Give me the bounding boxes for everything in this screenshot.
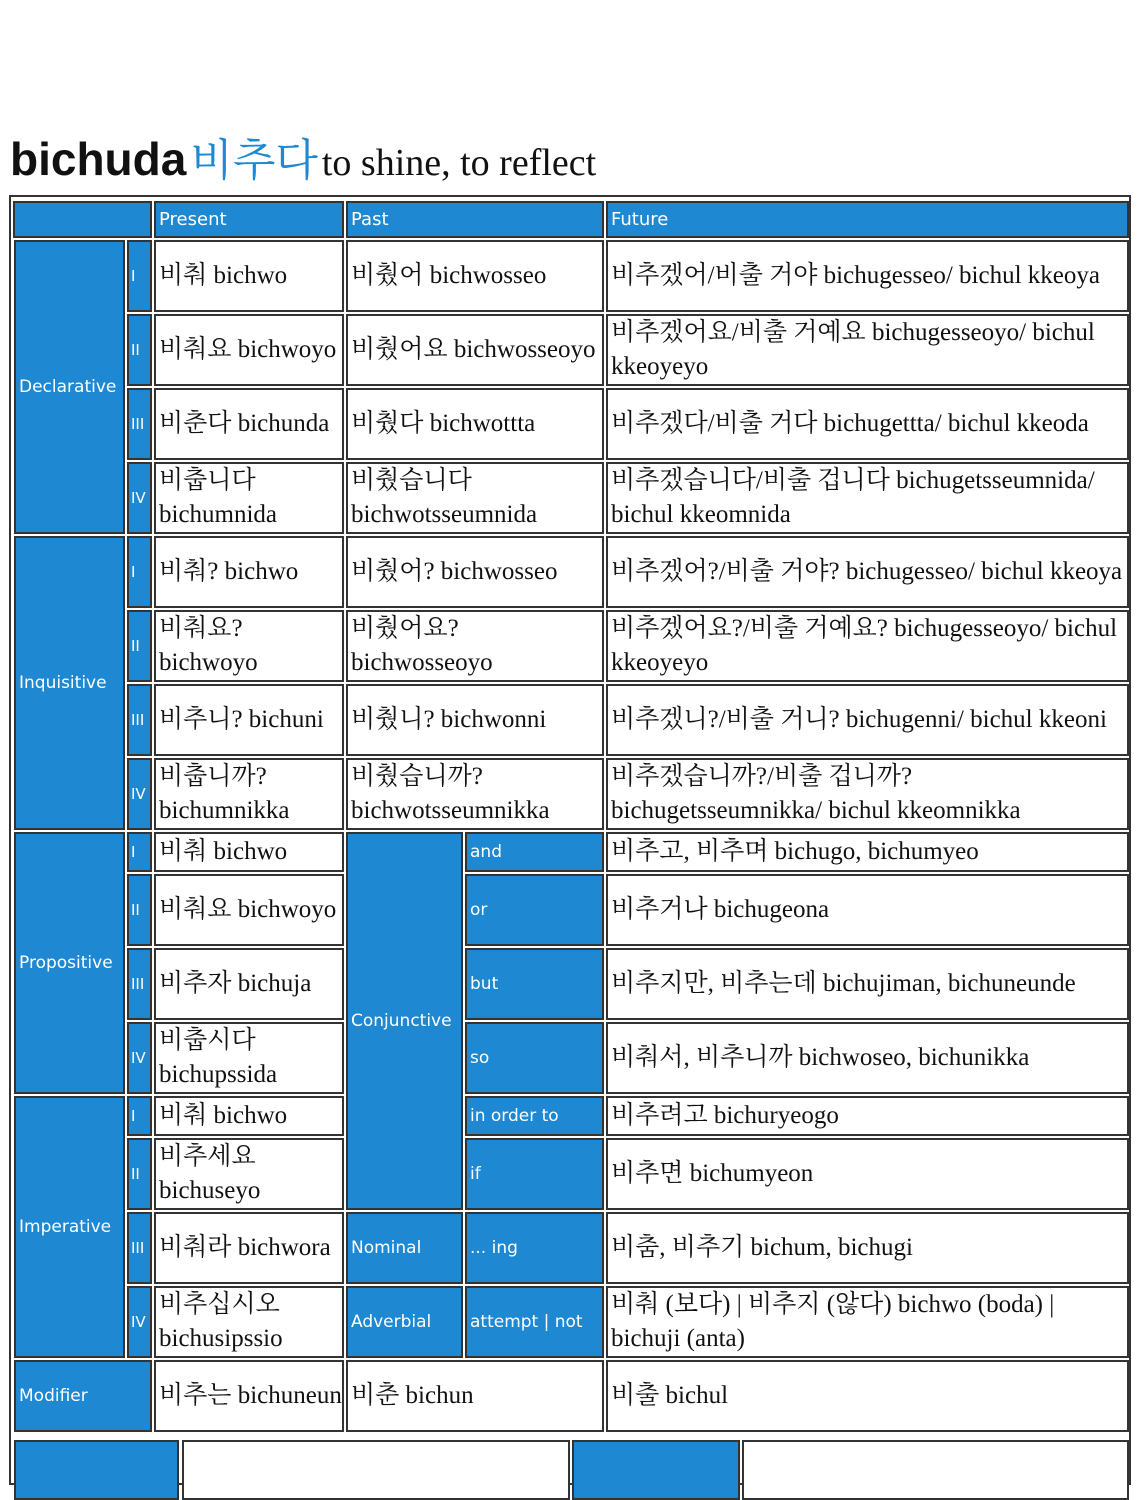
title-romanization: bichuda <box>10 133 187 185</box>
header-present: Present <box>154 201 344 238</box>
table-cell: 비추자 bichuja <box>154 948 344 1020</box>
level-label: II <box>127 610 152 682</box>
table-cell: 비춥니다 bichumnida <box>154 462 344 534</box>
level-label: IV <box>127 1286 152 1358</box>
level-label: IV <box>127 462 152 534</box>
table-cell: 비춤, 비추기 bichum, bichugi <box>606 1212 1129 1284</box>
level-label: IV <box>127 758 152 830</box>
header-corner <box>13 201 152 238</box>
level-label: II <box>127 1138 152 1210</box>
table-cell: 비춰요 bichwoyo <box>154 874 344 946</box>
partial-cell <box>182 1440 570 1500</box>
conjugation-table <box>9 195 1131 1485</box>
table-cell: 비추세요 bichuseyo <box>154 1138 344 1210</box>
table-cell: 비춰라 bichwora <box>154 1212 344 1284</box>
conjunctive-label: Conjunctive <box>346 832 463 1210</box>
nominal-sub-label: ... ing <box>465 1212 604 1284</box>
table-cell: 비춰 (보다) | 비추지 (않다) bichwo (boda) | bichuji (anta) <box>606 1286 1129 1358</box>
table-cell: 비춰 bichwo <box>154 240 344 312</box>
conjunctive-sub-label: if <box>465 1138 604 1210</box>
table-cell: 비춘 bichun <box>346 1360 604 1432</box>
table-cell: 비추겠습니다/비출 겁니다 bichugetsseumnida/ bichul kkeomnida <box>606 462 1129 534</box>
partial-header-cell <box>572 1440 740 1500</box>
table-cell: 비춰 bichwo <box>154 832 344 872</box>
table-cell: 비추겠니?/비출 거니? bichugenni/ bichul kkeoni <box>606 684 1129 756</box>
partial-cell <box>742 1440 1129 1500</box>
page-title <box>10 133 597 186</box>
level-label: I <box>127 832 152 872</box>
conjunctive-sub-label: or <box>465 874 604 946</box>
table-cell: 비추겠습니까?/비출 겁니까? bichugetsseumnikka/ bichul kkeomnikka <box>606 758 1129 830</box>
conjunctive-sub-label: and <box>465 832 604 872</box>
mood-modifier: Modifier <box>14 1360 152 1432</box>
table-cell: 비춰 bichwo <box>154 1096 344 1136</box>
table-cell: 비추면 bichumyeon <box>606 1138 1129 1210</box>
header-past: Past <box>346 201 604 238</box>
level-label: II <box>127 314 152 386</box>
table-cell: 비추십시오 bichusipssio <box>154 1286 344 1358</box>
table-cell: 비췄어 bichwosseo <box>346 240 604 312</box>
table-cell: 비추지만, 비추는데 bichujiman, bichuneunde <box>606 948 1129 1020</box>
adverbial-label: Adverbial <box>346 1286 463 1358</box>
table-cell: 비추겠어?/비출 거야? bichugesseo/ bichul kkeoya <box>606 536 1129 608</box>
table-cell: 비췄어요? bichwosseoyo <box>346 610 604 682</box>
table-cell: 비추거나 bichugeona <box>606 874 1129 946</box>
table-cell: 비춰요 bichwoyo <box>154 314 344 386</box>
table-cell: 비췄어? bichwosseo <box>346 536 604 608</box>
table-cell: 비추겠어요/비출 거예요 bichugesseoyo/ bichul kkeoyeyo <box>606 314 1129 386</box>
level-label: I <box>127 536 152 608</box>
level-label: III <box>127 948 152 1020</box>
table-cell: 비춥시다 bichupssida <box>154 1022 344 1094</box>
table-cell: 비춘다 bichunda <box>154 388 344 460</box>
table-cell: 비췄다 bichwottta <box>346 388 604 460</box>
level-label: I <box>127 240 152 312</box>
level-label: III <box>127 1212 152 1284</box>
table-cell: 비출 bichul <box>606 1360 1129 1432</box>
table-cell: 비춰서, 비추니까 bichwoseo, bichunikka <box>606 1022 1129 1094</box>
table-cell: 비춰요? bichwoyo <box>154 610 344 682</box>
adverbial-sub-label: attempt | not <box>465 1286 604 1358</box>
conjunctive-sub-label: so <box>465 1022 604 1094</box>
table-cell: 비춥니까? bichumnikka <box>154 758 344 830</box>
table-cell: 비추고, 비추며 bichugo, bichumyeo <box>606 832 1129 872</box>
table-cell: 비추겠다/비출 거다 bichugettta/ bichul kkeoda <box>606 388 1129 460</box>
conjunctive-sub-label: in order to <box>465 1096 604 1136</box>
title-meaning: to shine, to reflect <box>321 142 597 184</box>
level-label: III <box>127 684 152 756</box>
table-cell: 비추는 bichuneun <box>154 1360 344 1432</box>
level-label: I <box>127 1096 152 1136</box>
level-label: III <box>127 388 152 460</box>
mood-propositive: Propositive <box>14 832 125 1094</box>
nominal-label: Nominal <box>346 1212 463 1284</box>
table-cell: 비췄니? bichwonni <box>346 684 604 756</box>
partial-header-cell <box>14 1440 179 1500</box>
level-label: II <box>127 874 152 946</box>
title-korean: 비추다 <box>190 135 318 186</box>
level-label: IV <box>127 1022 152 1094</box>
table-cell: 비춰? bichwo <box>154 536 344 608</box>
table-cell: 비추겠어/비출 거야 bichugesseo/ bichul kkeoya <box>606 240 1129 312</box>
table-cell: 비추려고 bichuryeogo <box>606 1096 1129 1136</box>
mood-imperative: Imperative <box>14 1096 125 1358</box>
table-cell: 비췄어요 bichwosseoyo <box>346 314 604 386</box>
table-cell: 비추겠어요?/비출 거예요? bichugesseoyo/ bichul kkeoyeyo <box>606 610 1129 682</box>
table-cell: 비췄습니까? bichwotsseumnikka <box>346 758 604 830</box>
table-cell: 비췄습니다 bichwotsseumnida <box>346 462 604 534</box>
mood-declarative: Declarative <box>14 240 125 534</box>
conjunctive-sub-label: but <box>465 948 604 1020</box>
table-cell: 비추니? bichuni <box>154 684 344 756</box>
mood-inquisitive: Inquisitive <box>14 536 125 830</box>
header-future: Future <box>606 201 1129 238</box>
